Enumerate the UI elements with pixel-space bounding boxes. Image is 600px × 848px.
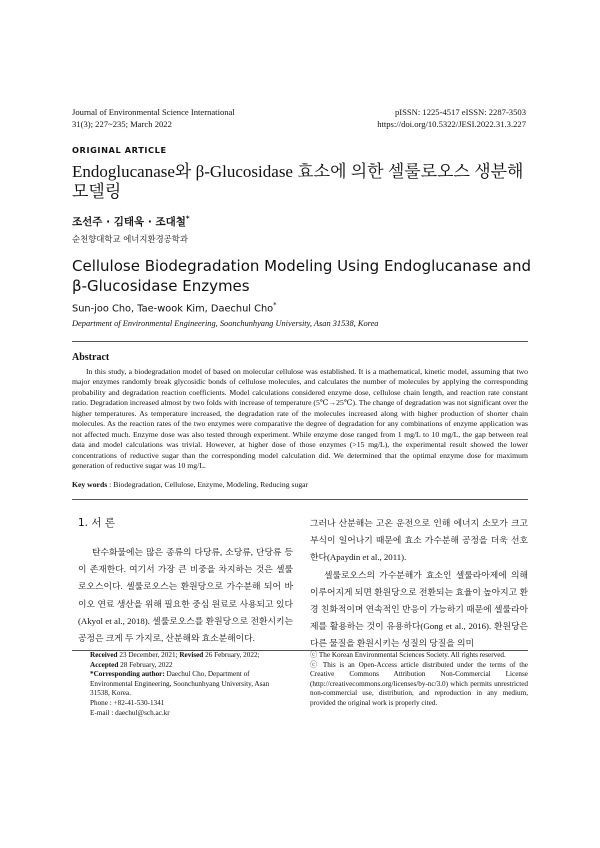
divider <box>72 499 528 500</box>
keywords-list: : Biodegradation, Cellulose, Enzyme, Modeling, Reducing sugar <box>107 480 309 489</box>
corresponding-author <box>90 670 290 699</box>
article-history <box>90 651 290 718</box>
body-column-left <box>78 515 293 647</box>
korean-author-names: 조선주 · 김태욱 · 조대철 <box>72 216 186 228</box>
copyright: ⓒ The Korean Environmental Sciences Society. All rights reserved. <box>310 651 506 659</box>
abstract-heading: Abstract <box>72 352 110 363</box>
body-paragraph: 셀룰로오스의 가수분해가 효소인 셀룰라아제에 의해 이루어지게 되면 환원당으로 전환되는 효율이 높아지고 환경 친화적이며 연속적인 반응이 가능하기 때문에 셀룰라아제를 활용하는 것이 유용하다(Gong et al., 2016). 환원당은 다른 물질을 환원시키는 성질의 당질을 의미 <box>310 569 528 649</box>
korean-authors <box>72 214 190 229</box>
dates-line <box>90 651 290 661</box>
keywords-label: Key words <box>72 480 108 489</box>
korean-affiliation: 순천향대학교 에너지환경공학과 <box>72 234 188 244</box>
abstract-text: In this study, a biodegradation model of based on molecular cellulose was established. It is a mathematical, kinetic model, assuming that two major enzymes randomly break glycosidic bonds of cellulose molecules, and calculates the number of molecules by applying the corresponding probability and degradation reaction coefficients. Model calculations considered enzyme dose, cellulose chain length, and reaction rate constant ratio. Degradation increased almost by two folds with increase of temperature (5℃→25℃). The change of degradation was not significant over the higher temperatures. As temperature increased, the degradation rate of the molecules increased along with higher production of shorter chain molecules. As the reaction rates of the two enzymes were comparative the degree of degradation for any combinations of enzyme application was not affected much. Enzyme dose was also tested through experiment. While enzyme dose ranged from 1 mg/L to 10 mg/L, the gap between real data and model calculations was trivial. However, at higher dose of those enzymes (>15 mg/L), the experimental result showed the lower concentrations of reductive sugar than the corresponding model calculation did. We determined that the optimal enzyme dose for maximum generation of reductive sugar was 10 mg/L. <box>72 367 528 471</box>
body-paragraph: 그러나 산분해는 고온 운전으로 인해 에너지 소모가 크고 부식이 일어나기 때문에 효소 가수분해 공정을 더욱 선호한다(Apaydin et al., 2011). <box>310 518 528 563</box>
journal-name: Journal of Environmental Science International <box>72 107 235 117</box>
divider <box>72 341 528 342</box>
doi-link[interactable]: https://doi.org/10.5322/JESI.2022.31.3.227 <box>377 119 526 129</box>
korean-title: Endoglucanase와 β-Glucosidase 효소에 의한 셀룰로오스 생분해 모델링 <box>72 162 524 201</box>
english-affiliation: Department of Environmental Engineering, Soonchunhyang University, Asan 31538, Korea <box>72 319 379 328</box>
english-title: Cellulose Biodegradation Modeling Using Endoglucanase and β-Glucosidase Enzymes <box>72 257 531 295</box>
accepted-date: 28 February, 2022 <box>118 660 173 669</box>
issn: pISSN: 1225-4517 eISSN: 2287-3503 <box>394 107 526 117</box>
corresponding-mark: * <box>185 214 190 223</box>
corresponding-text: Daechul Cho, Department of Environmental Engineering, Soonchunhyang University, Asan 31538, Korea. <box>90 670 270 698</box>
keywords <box>72 480 528 489</box>
corresponding-mark: * <box>273 301 277 309</box>
english-author-names: Sun-joo Cho, Tae-wook Kim, Daechul Cho <box>72 303 274 315</box>
license-text: ⓒ This is an Open-Access article distributed under the terms of the Creative Commons Attribution Non-Commercial License (http://creativecommons.org/licenses/by-nc/3.0) which permits unrestricted non-commercial use, distribution, and reproduction in any medium, provided the original work is properly cited. <box>310 660 528 707</box>
article-type: ORIGINAL ARTICLE <box>72 145 167 155</box>
revised-date: 26 February, 2022; <box>203 651 260 659</box>
accepted-line <box>90 661 290 671</box>
section-heading: 1. 서 론 <box>78 517 115 529</box>
english-authors <box>72 301 277 314</box>
copyright-notice <box>310 651 528 709</box>
phone: Phone : +82-41-530-1341 <box>90 698 165 707</box>
volume-info: 31(3); 227~235; March 2022 <box>72 119 172 129</box>
email-link[interactable]: E-mail : daechul@sch.ac.kr <box>90 708 170 717</box>
corresponding-label: *Corresponding author: <box>90 670 165 679</box>
received-date: 23 December, 2021; <box>117 651 180 659</box>
journal-identifiers <box>266 106 526 130</box>
revised-label: Revised <box>179 651 204 659</box>
body-column-right <box>310 515 528 653</box>
body-paragraph: 탄수화물에는 많은 종류의 다당류, 소당류, 단당류 등이 존재한다. 여기서 가장 큰 비중을 차지하는 것은 셀룰로오스이다. 셀룰로오스는 환원당으로 가수분해 되어 바이오 연료 생산을 위해 필요한 중심 원료로 사용되고 있다(Akyol et al., 2018). 셀룰로오스를 환원당으로 전환시키는 공정은 크게 두 가지로, 산분해와 효소분해이다. <box>78 547 293 644</box>
received-label: Received <box>90 651 118 659</box>
accepted-label: Accepted <box>90 660 119 669</box>
